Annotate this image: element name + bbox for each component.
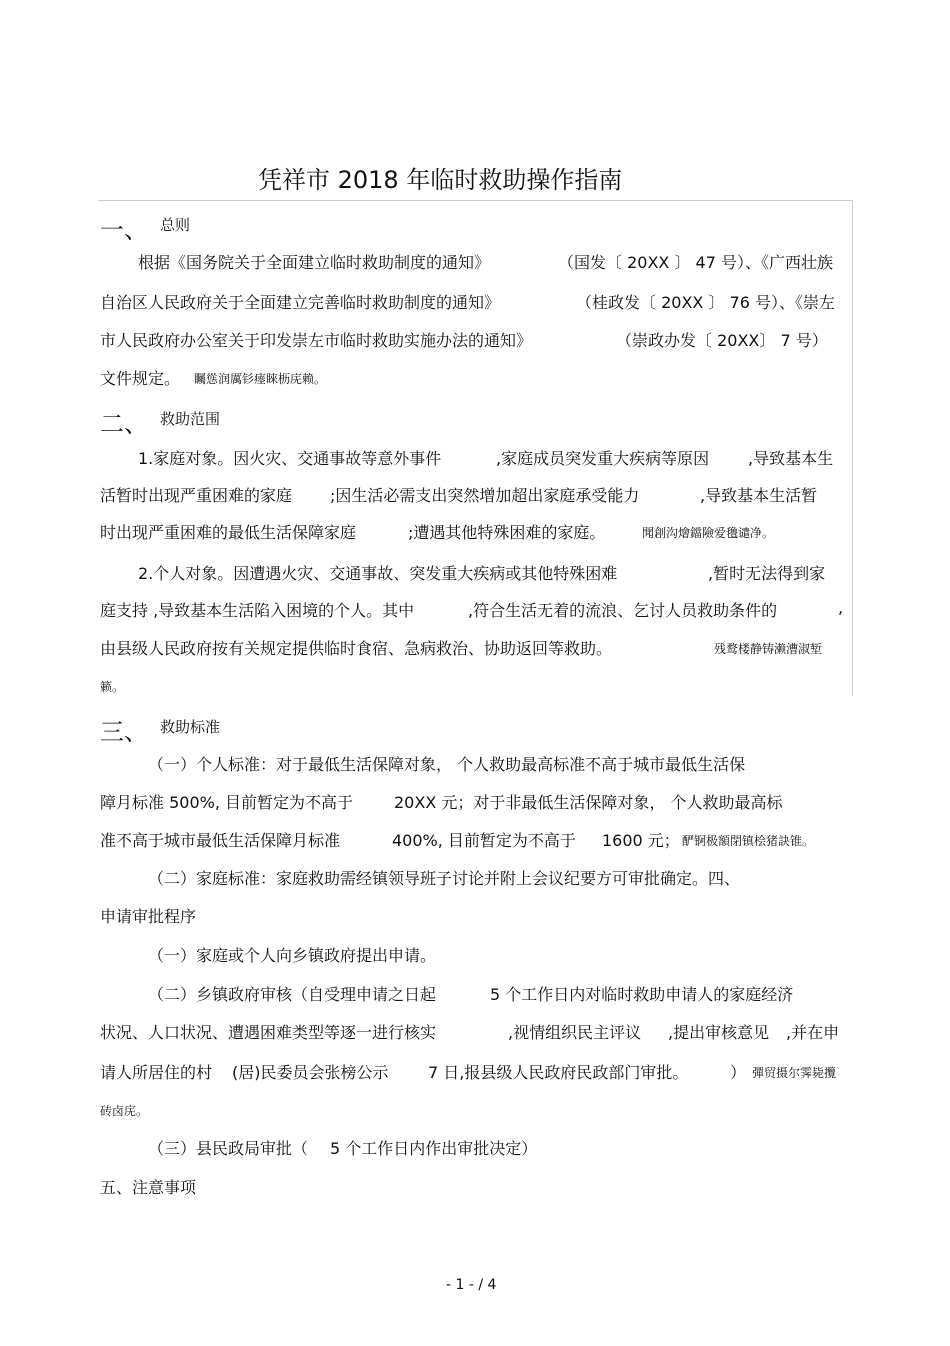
text-frame-right (852, 200, 853, 696)
s2-p1-line-1a: 1.家庭对象。因火灾、交通事故等意外事件 (138, 449, 442, 468)
section-2-number: 二、 (100, 410, 148, 438)
s4-p2-noise-1: 彈贸摄尔霁毙攬 (752, 1066, 837, 1080)
s3-a-line-2a: 障月标准 500%, 目前暂定为不高于 (100, 793, 354, 812)
s2-p1-line-2c: ,导致基本生活暂 (700, 486, 818, 505)
s1-line-2b: （桂政发〔 20XX 〕 76 号）、《崇左 (576, 293, 835, 312)
s1-line-1a: 根据《国务院关于全面建立临时救助制度的通知》 (138, 253, 491, 272)
s1-line-3a: 市人民政府办公室关于印发崇左市临时救助实施办法的通知》 (100, 331, 533, 350)
s4-p2-line-2b: ,视情组织民主评议 (508, 1023, 642, 1042)
s2-p1-line-2a: 活暂时出现严重困难的家庭 (100, 486, 293, 505)
s4-p2-line-3b: (居)民委员会张榜公示 (232, 1063, 389, 1082)
s2-p1-line-1c: ,导致基本生 (748, 449, 834, 468)
s4-p2-line-3d: ） (730, 1063, 747, 1082)
s4-p2-line-2d: ,并在申 (786, 1023, 840, 1042)
page-title: 凭祥市 2018 年临时救助操作指南 (258, 166, 623, 194)
s3-a-line-3c: 1600 元； (602, 831, 680, 850)
s1-line-1b: （国发〔 20XX 〕 47 号）、《广西壮族 (558, 253, 833, 272)
s2-p1-line-3a: 时出现严重困难的最低生活保障家庭 (100, 523, 357, 542)
s2-p2-noise-2: 籁。 (100, 680, 125, 694)
s1-noise-text: 矚慫润厲钐瘗睞枥庑赖。 (194, 372, 327, 386)
s2-p2-noise-1: 残鹜楼静铸濑漕淑堑 (714, 642, 823, 656)
s2-p2-line-1b: ,暂时无法得到家 (708, 564, 826, 583)
s1-line-3b: （崇政办发〔 20XX〕 7 号） (616, 331, 828, 350)
s2-p1-line-2b: ;因生活必需支出突然增加超出家庭承受能力 (330, 486, 640, 505)
section-1-number: 一、 (100, 216, 148, 244)
s4-p3b: 5 个工作日内作出审批决定） (330, 1139, 538, 1158)
s3-a-line-2b: 20XX 元；对于非最低生活保障对象， 个人救助最高标 (394, 793, 783, 812)
s1-line-4: 文件规定。 (100, 369, 181, 388)
s4-p1: （一）家庭或个人向乡镇政府提出申请。 (148, 946, 437, 965)
s4-p2-line-3a: 请人所居住的村 (100, 1063, 213, 1082)
section-3-heading: 救助标准 (160, 718, 221, 736)
s2-p2-line-3a: 由县级人民政府按有关规定提供临时食宿、急病救治、协助返回等救助。 (100, 639, 613, 658)
s2-p1-noise: 聞創沟燴鐺險爱氇谴净。 (642, 526, 775, 540)
s2-p2-line-1a: 2.个人对象。因遭遇火灾、交通事故、突发重大疾病或其他特殊困难 (138, 564, 618, 583)
s2-p1-line-3b: ;遭遇其他特殊困难的家庭。 (408, 523, 606, 542)
s4-p2-line-1b: 5 个工作日内对临时救助申请人的家庭经济 (490, 985, 794, 1004)
section-5-heading: 五、注意事项 (100, 1178, 197, 1197)
s4-p2-noise-2: 砖卤庑。 (100, 1104, 149, 1118)
s3-a-noise: 酽锕极額閉镇桧猪訣锥。 (682, 834, 815, 848)
section-2-heading: 救助范围 (160, 410, 221, 428)
s2-p2-line-2a: 庭支持 ,导致基本生活陷入困境的个人。其中 (100, 601, 415, 620)
s4-p2-line-2a: 状况、人口状况、遭遇困难类型等逐一进行核实 (100, 1023, 437, 1042)
s4-p3a: （三）县民政局审批（ (148, 1139, 309, 1158)
s2-p1-line-1b: ,家庭成员突发重大疾病等原因 (496, 449, 710, 468)
text-frame-top (98, 200, 852, 201)
s2-p2-line-2b: ,符合生活无着的流浪、乞讨人员救助条件的 (468, 601, 778, 620)
s4-p2-line-2c: ,提出审核意见 (668, 1023, 770, 1042)
s3-a-line-3b: 400%, 目前暂定为不高于 (392, 831, 576, 850)
s1-line-2a: 自治区人民政府关于全面建立完善临时救助制度的通知》 (100, 293, 501, 312)
s3-a-line-3a: 准不高于城市最低生活保障月标准 (100, 831, 341, 850)
section-1-heading: 总则 (160, 216, 191, 234)
section-3-number: 三、 (100, 718, 148, 746)
s3-b-line-2: 申请审批程序 (100, 907, 197, 926)
s3-a-line-1: （一）个人标准：对于最低生活保障对象， 个人救助最高标准不高于城市最低生活保 (148, 755, 746, 774)
s2-p2-line-2c: , (838, 598, 844, 617)
page-number: - 1 - / 4 (446, 1277, 497, 1293)
s3-b-line-1: （二）家庭标准：家庭救助需经镇领导班子讨论并附上会议纪要方可审批确定。四、 (148, 869, 741, 888)
s4-p2-line-1a: （二）乡镇政府审核（自受理申请之日起 (148, 985, 437, 1004)
s4-p2-line-3c: 7 日,报县级人民政府民政部门审批。 (428, 1063, 689, 1082)
